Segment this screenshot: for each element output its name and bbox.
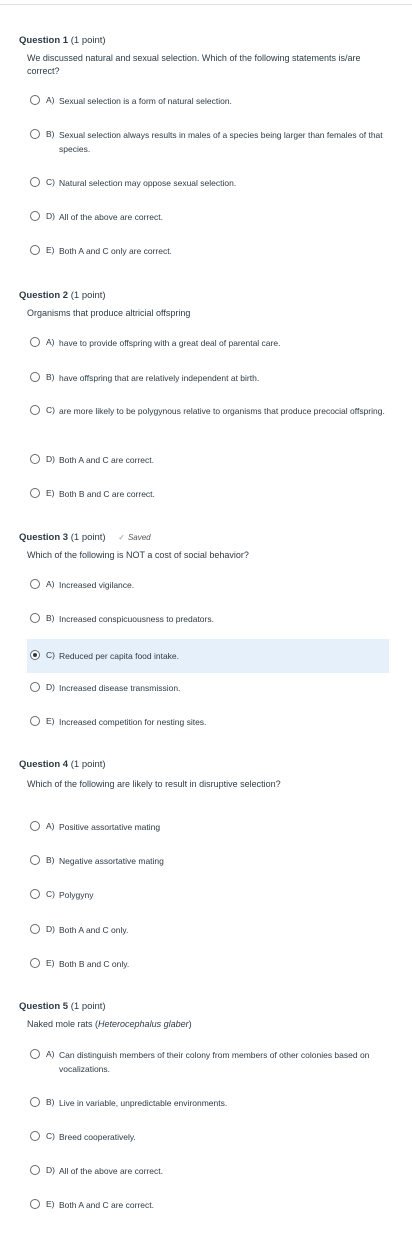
option-letter: E)	[46, 958, 55, 968]
answer-option-d[interactable]	[27, 1164, 389, 1180]
option-text: Both B and C are correct.	[59, 489, 155, 499]
radio-button[interactable]	[30, 579, 40, 589]
answer-option-e[interactable]	[27, 1198, 389, 1214]
option-text: Natural selection may oppose sexual selection.	[59, 178, 237, 188]
answer-option-d[interactable]	[27, 453, 389, 469]
option-letter: B)	[46, 855, 55, 865]
option-text: All of the above are correct.	[59, 1166, 163, 1176]
radio-button[interactable]	[30, 211, 40, 221]
answer-option-e[interactable]	[27, 715, 389, 731]
option-text: Breed cooperatively.	[59, 1132, 136, 1142]
option-letter: C)	[46, 1131, 55, 1141]
question-header	[19, 532, 151, 543]
top-divider	[0, 4, 412, 5]
option-text: Increased vigilance.	[59, 580, 135, 590]
option-letter: A)	[46, 821, 55, 831]
question-header	[19, 290, 106, 301]
radio-button[interactable]	[30, 855, 40, 865]
option-text: Negative assortative mating	[59, 856, 164, 866]
saved-label: Saved	[127, 533, 151, 542]
option-letter: A)	[46, 579, 55, 589]
radio-button[interactable]	[30, 924, 40, 934]
option-letter: D)	[46, 682, 55, 692]
option-text: are more likely to be polygynous relative to organisms that produce precocial offspring.	[59, 406, 385, 416]
option-letter: E)	[46, 716, 55, 726]
answer-option-c[interactable]	[27, 176, 389, 192]
answer-option-c[interactable]	[27, 404, 389, 434]
radio-button[interactable]	[30, 405, 40, 415]
answer-option-c-selected[interactable]	[27, 639, 389, 673]
option-letter: C)	[46, 177, 55, 187]
question-text-post: )	[188, 1019, 192, 1029]
option-letter: B)	[46, 1097, 55, 1107]
answer-option-a[interactable]	[27, 336, 389, 352]
radio-button[interactable]	[30, 889, 40, 899]
option-text: have offspring that are relatively independent at birth.	[59, 373, 260, 383]
answer-option-e[interactable]	[27, 957, 389, 973]
question-title: Question 5	[19, 1001, 69, 1012]
question-points: (1 point)	[70, 35, 106, 46]
option-letter: B)	[46, 613, 55, 623]
species-name: Heterocephalus glaber	[98, 1019, 189, 1029]
answer-option-b[interactable]	[27, 128, 389, 158]
option-text: have to provide offspring with a great deal of parental care.	[59, 338, 281, 348]
radio-button[interactable]	[30, 1131, 40, 1141]
option-letter: B)	[46, 372, 55, 382]
option-text: Both A and C only are correct.	[59, 246, 172, 256]
question-text-pre: Naked mole rats (	[27, 1019, 99, 1029]
radio-button[interactable]	[30, 821, 40, 831]
question-title: Question 1	[19, 35, 69, 46]
question-points: (1 point)	[70, 1001, 106, 1012]
option-text: Can distinguish members of their colony from members of other colonies based on vocalizations.	[59, 1050, 370, 1074]
question-points: (1 point)	[70, 290, 106, 301]
option-letter: D)	[46, 1165, 55, 1175]
radio-button[interactable]	[30, 372, 40, 382]
answer-option-d[interactable]	[27, 681, 389, 697]
radio-button[interactable]	[30, 177, 40, 187]
answer-option-a[interactable]	[27, 94, 389, 110]
option-text: Increased disease transmission.	[59, 683, 181, 693]
question-header	[19, 1001, 106, 1012]
radio-button[interactable]	[30, 1049, 40, 1059]
question-title: Question 4	[19, 759, 69, 770]
option-text: Sexual selection always results in males of a species being larger than females of that species.	[59, 130, 383, 154]
answer-option-b[interactable]	[27, 1096, 389, 1112]
question-title: Question 2	[19, 290, 69, 301]
option-letter: D)	[46, 924, 55, 934]
option-letter: C)	[46, 650, 55, 660]
option-text: Live in variable, unpredictable environments.	[59, 1098, 228, 1108]
question-text: We discussed natural and sexual selection. Which of the following statements is/are correct?	[27, 53, 361, 76]
option-letter: E)	[46, 488, 55, 498]
radio-button[interactable]	[30, 958, 40, 968]
option-letter: E)	[46, 1199, 55, 1209]
answer-option-c[interactable]	[27, 888, 389, 904]
radio-button[interactable]	[30, 454, 40, 464]
option-letter: C)	[46, 405, 55, 415]
answer-option-b[interactable]	[27, 612, 389, 628]
radio-button[interactable]	[30, 245, 40, 255]
question-text: Organisms that produce altricial offspring	[27, 308, 191, 318]
option-letter: D)	[46, 211, 55, 221]
option-text: Both A and C are correct.	[59, 455, 154, 465]
answer-option-d[interactable]	[27, 210, 389, 226]
option-letter: E)	[46, 245, 55, 255]
radio-button[interactable]	[30, 488, 40, 498]
option-letter: A)	[46, 337, 55, 347]
option-letter: A)	[46, 1049, 55, 1059]
radio-button[interactable]	[30, 613, 40, 623]
answer-option-d[interactable]	[27, 923, 389, 939]
radio-button[interactable]	[30, 716, 40, 726]
saved-indicator	[118, 533, 150, 542]
answer-option-c[interactable]	[27, 1130, 389, 1146]
question-text	[27, 1018, 392, 1031]
answer-option-a[interactable]	[27, 578, 389, 594]
radio-button-selected[interactable]	[30, 650, 40, 660]
radio-button[interactable]	[30, 682, 40, 692]
radio-button[interactable]	[30, 1097, 40, 1107]
answer-option-b[interactable]	[27, 854, 389, 870]
question-points: (1 point)	[70, 759, 106, 770]
option-text: Polygyny	[59, 890, 94, 900]
question-points: (1 point)	[70, 532, 106, 543]
option-text: Increased competition for nesting sites.	[59, 717, 207, 727]
question-title: Question 3	[19, 532, 69, 543]
option-text: Both B and C only.	[59, 959, 130, 969]
checkmark-icon: ✓	[118, 533, 125, 542]
answer-option-a[interactable]	[27, 820, 389, 836]
radio-button[interactable]	[30, 95, 40, 105]
option-text: Both A and C only.	[59, 925, 129, 935]
answer-option-a[interactable]	[27, 1048, 389, 1078]
question-text: Which of the following is NOT a cost of social behavior?	[27, 550, 249, 560]
option-text: Sexual selection is a form of natural selection.	[59, 96, 232, 106]
radio-button[interactable]	[30, 1165, 40, 1175]
question-header	[19, 759, 106, 770]
question-header	[19, 35, 106, 46]
option-text: Positive assortative mating	[59, 822, 161, 832]
answer-option-e[interactable]	[27, 487, 389, 503]
option-text: Both A and C are correct.	[59, 1200, 154, 1210]
answer-option-e[interactable]	[27, 244, 389, 260]
option-text: Increased conspicuousness to predators.	[59, 614, 214, 624]
question-text: Which of the following are likely to result in disruptive selection?	[27, 779, 281, 789]
option-letter: C)	[46, 889, 55, 899]
radio-button[interactable]	[30, 337, 40, 347]
option-text: Reduced per capita food intake.	[59, 651, 180, 661]
option-letter: A)	[46, 95, 55, 105]
option-letter: D)	[46, 454, 55, 464]
option-letter: B)	[46, 129, 55, 139]
option-text: All of the above are correct.	[59, 212, 163, 222]
answer-option-b[interactable]	[27, 371, 389, 387]
radio-button[interactable]	[30, 1199, 40, 1209]
radio-button[interactable]	[30, 129, 40, 139]
